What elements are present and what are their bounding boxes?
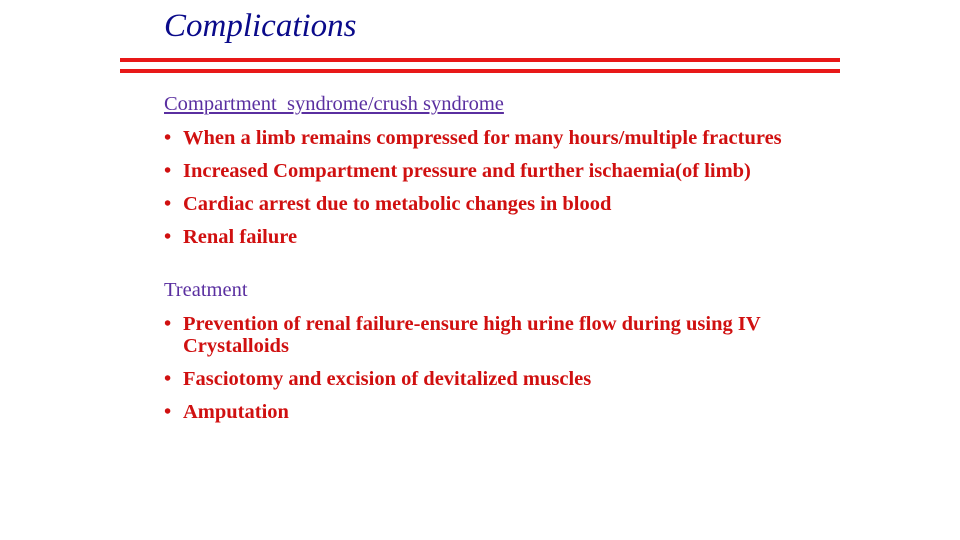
bullet-icon: • bbox=[164, 193, 172, 215]
title-rule-top bbox=[120, 58, 840, 62]
bullet-icon: • bbox=[164, 160, 172, 182]
bullet-item bbox=[164, 127, 814, 149]
bullet-icon: • bbox=[164, 368, 172, 390]
section-spacer bbox=[164, 248, 814, 278]
bullet-icon: • bbox=[164, 313, 172, 335]
bullet-item bbox=[164, 368, 814, 390]
slide-body bbox=[164, 92, 814, 423]
bullet-icon: • bbox=[164, 226, 172, 248]
bullet-text: Cardiac arrest due to metabolic changes in blood bbox=[183, 193, 612, 215]
section-heading-treatment: Treatment bbox=[164, 279, 248, 301]
bullet-text: Prevention of renal failure-ensure high urine flow during using IV Crystalloids bbox=[183, 313, 761, 357]
bullet-item bbox=[164, 401, 814, 423]
slide-title: Complications bbox=[164, 8, 357, 44]
bullet-item bbox=[164, 226, 814, 248]
bullet-item bbox=[164, 160, 814, 182]
bullet-text: Increased Compartment pressure and further ischaemia(of limb) bbox=[183, 160, 751, 182]
section-heading-compartment: Compartment syndrome/crush syndrome bbox=[164, 93, 504, 115]
bullet-item bbox=[164, 313, 814, 357]
bullet-text: Fasciotomy and excision of devitalized muscles bbox=[183, 368, 592, 390]
bullet-item bbox=[164, 193, 814, 215]
title-rule-bottom bbox=[120, 69, 840, 73]
bullet-text: Amputation bbox=[183, 401, 289, 423]
bullet-text: Renal failure bbox=[183, 226, 298, 248]
bullet-icon: • bbox=[164, 401, 172, 423]
bullet-text: When a limb remains compressed for many hours/multiple fractures bbox=[183, 127, 782, 149]
bullet-icon: • bbox=[164, 127, 172, 149]
